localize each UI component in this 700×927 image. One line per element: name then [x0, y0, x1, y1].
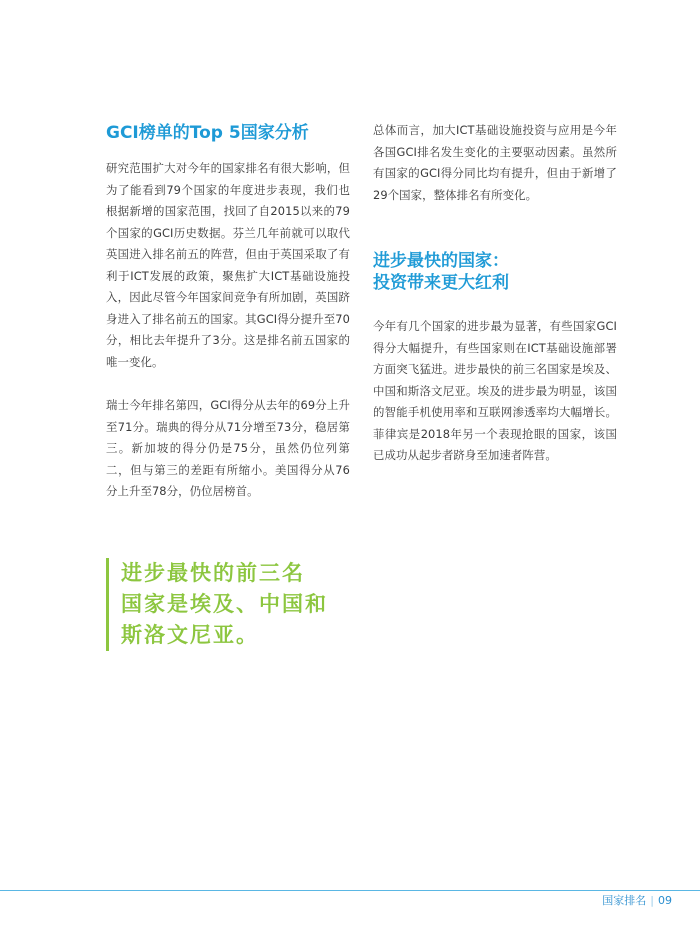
pull-quote — [106, 558, 361, 651]
right-paragraph-2: 今年有几个国家的进步最为显著，有些国家GCI得分大幅提升，有些国家则在ICT基础设施部署方面突飞猛进。进步最快的前三名国家是埃及、中国和斯洛文尼亚。埃及的进步最为明显，该国的智能手机使用率和互联网渗透率均大幅增长。菲律宾是2018年另一个表现抢眼的国家，该国已成功从起步者跻身至加速者阵营。 — [373, 319, 617, 462]
footer-separator: | — [650, 894, 654, 907]
heading-line-1: 进步最快的国家： — [373, 251, 509, 271]
pull-quote-line-3: 斯洛文尼亚。 — [121, 623, 259, 647]
left-column — [106, 122, 350, 503]
heading-line-2: 投资带来更大红利 — [373, 273, 509, 293]
footer-divider — [0, 890, 700, 891]
left-paragraph-1: 研究范围扩大对今年的国家排名有很大影响，但为了能看到79个国家的年度进步表现，我们也根据新增的国家范围，找回了自2015以来的79个国家的GCI历史数据。芬兰几年前就可以取代英国进入排名前五的阵营，但由于英国采取了有利于ICT发展的政策，聚焦扩大ICT基础设施投入，因此尽管今年国家间竞争有所加剧，英国跻身进入了排名前五的国家。其GCI得分提升至70分，相比去年提升了3分。这是排名前五国家的唯一变化。 — [106, 161, 350, 369]
section-heading-top5: GCI榜单的Top 5国家分析 — [106, 123, 309, 143]
pull-quote-line-1: 进步最快的前三名 — [121, 561, 305, 585]
left-paragraph-2: 瑞士今年排名第四，GCI得分从去年的69分上升至71分。瑞典的得分从71分增至73分，稳居第三。新加坡的得分仍是75分，虽然仍位列第二，但与第三的差距有所缩小。美国得分从76分上升至78分，仍位居榜首。 — [106, 398, 350, 498]
footer-section-title: 国家排名 — [602, 894, 647, 907]
page-footer — [602, 894, 672, 908]
right-column — [373, 120, 617, 467]
section-heading-fastest — [373, 250, 617, 294]
pull-quote-line-2: 国家是埃及、中国和 — [121, 592, 328, 616]
page-number: 09 — [658, 894, 672, 907]
right-paragraph-1: 总体而言，加大ICT基础设施投资与应用是今年各国GCI排名发生变化的主要驱动因素。虽然所有国家的GCI得分同比均有提升，但由于新增了29个国家，整体排名有所变化。 — [373, 123, 617, 202]
